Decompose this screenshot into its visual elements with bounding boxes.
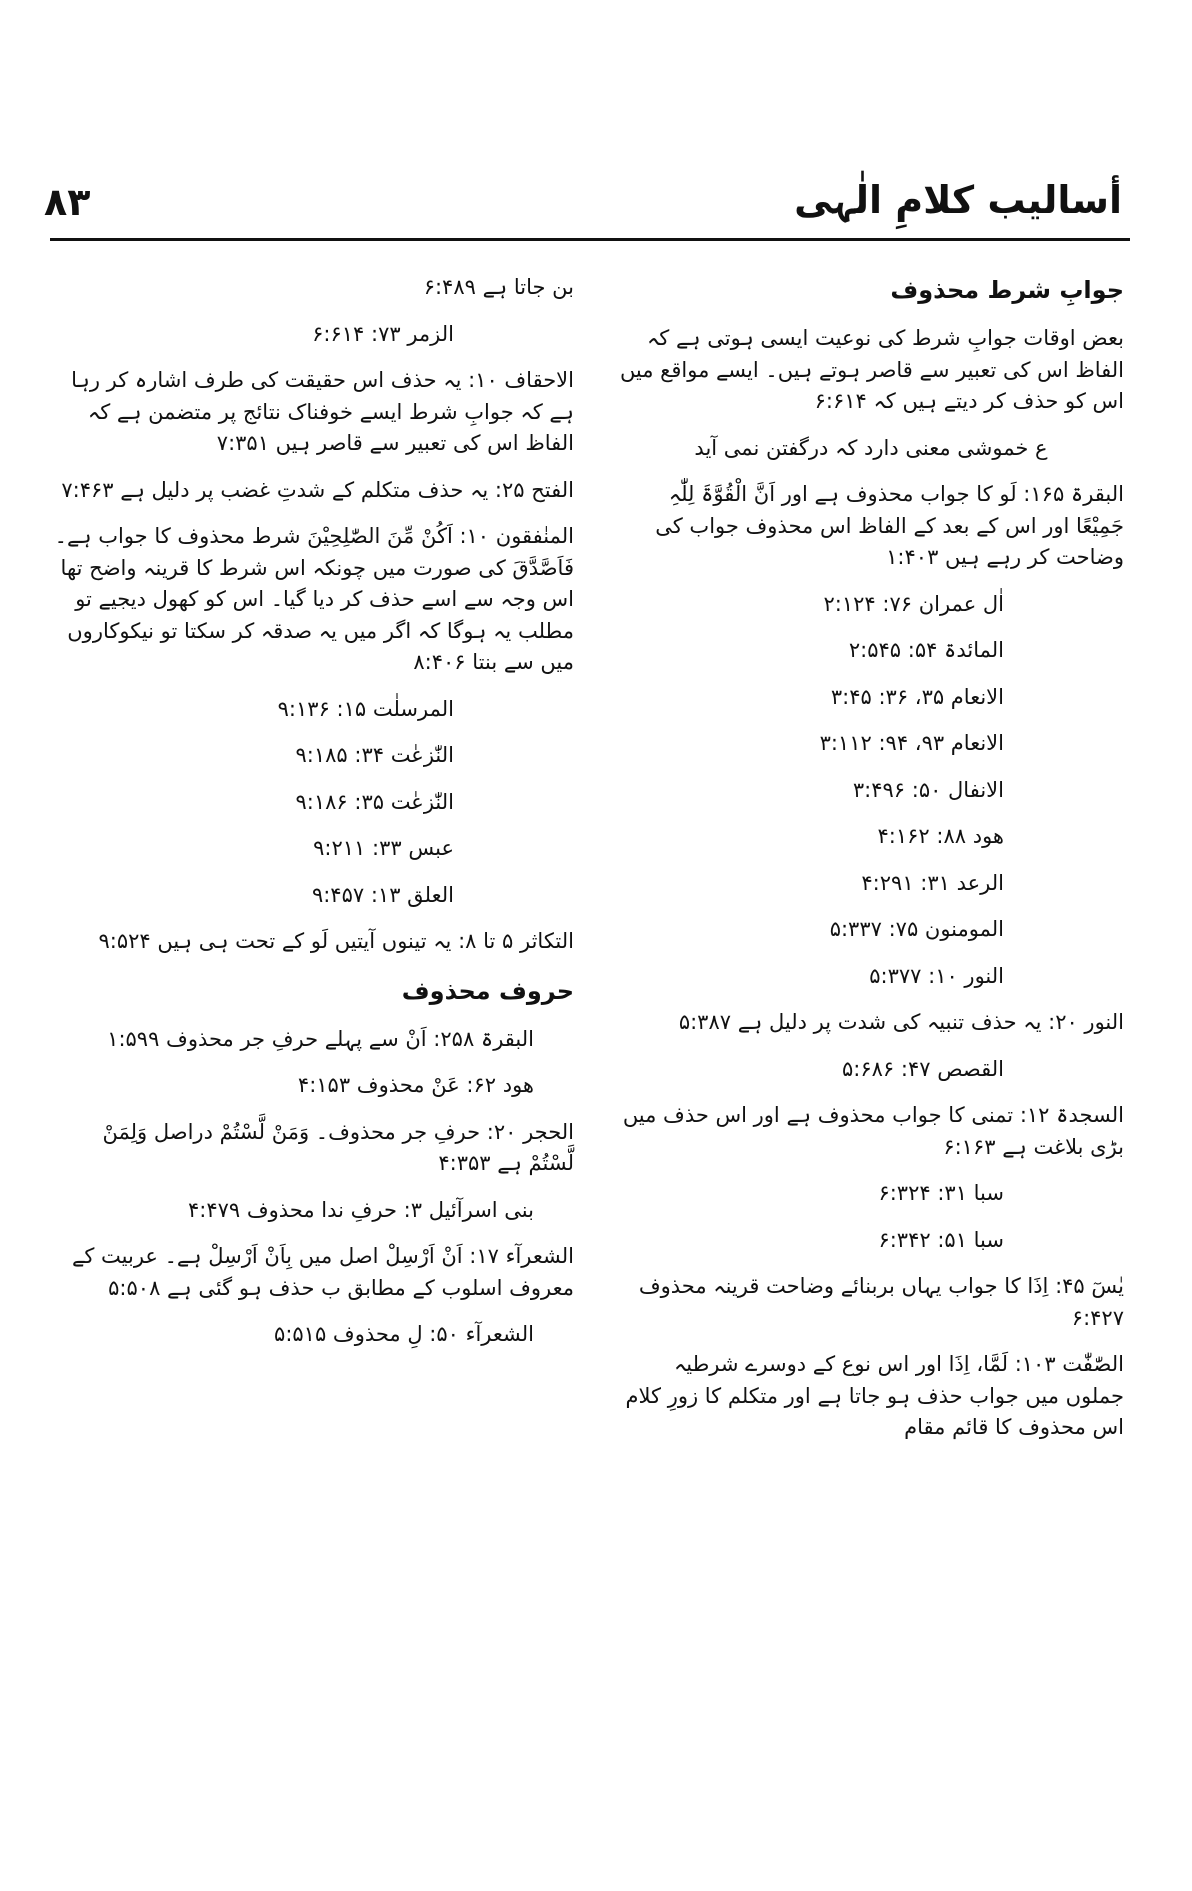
paragraph: الفتح ۲۵: یہ حذف متکلم کے شدتِ غضب پر دلیل ہے ۷:۴۶۳	[61, 477, 574, 502]
reference: الشعرآء ۵۰: لِ محذوف ۵:۵۱۵	[274, 1322, 534, 1346]
paragraph: الاحقاف ۱۰: یہ حذف اس حقیقت کی طرف اشارہ کر رہا ہے کہ جوابِ شرط ایسے خوفناک نتائج پر متضمن ہے کہ الفاظ اس کی تعبیر سے قاصر ہیں ۷:۳۵۱	[71, 368, 574, 455]
reference: بنی اسرآئیل ۳: حرفِ ندا محذوف ۴:۴۷۹	[187, 1197, 534, 1222]
left-column	[54, 272, 574, 1366]
running-header-title: أسالیب کلامِ الٰہی	[794, 178, 1122, 222]
reference: ھود ۸۸: ۴:۱۶۲	[877, 824, 1004, 848]
page-number: ۸۳	[44, 180, 91, 224]
reference: العلق ۱۳: ۹:۴۵۷	[311, 882, 454, 907]
reference: الرعد ۳۱: ۴:۲۹۱	[861, 870, 1004, 895]
reference: الانفال ۵۰: ۳:۴۹۶	[852, 777, 1004, 802]
paragraph: السجدۃ ۱۲: تمنی کا جواب محذوف ہے اور اس حذف میں بڑی بلاغت ہے ۶:۱۶۳	[622, 1103, 1124, 1159]
reference: المرسلٰت ۱۵: ۹:۱۳۶	[277, 696, 454, 721]
reference: عبس ۳۳: ۹:۲۱۱	[313, 836, 454, 860]
reference: الزمر ۷۳: ۶:۶۱۴	[312, 321, 454, 346]
reference: المائدۃ ۵۴: ۲:۵۴۵	[848, 638, 1004, 662]
section-heading: حروف محذوف	[401, 976, 574, 1005]
paragraph: بن جاتا ہے ۶:۴۸۹	[423, 275, 574, 299]
reference: المومنون ۷۵: ۵:۳۳۷	[829, 917, 1004, 941]
section-heading: جوابِ شرط محذوف	[890, 276, 1124, 304]
paragraph: التکاثر ۵ تا ۸: یہ تینوں آیتیں لَو کے تحت ہی ہیں ۹:۵۲۴	[98, 929, 574, 953]
reference: القصص ۴۷: ۵:۶۸۶	[841, 1056, 1004, 1081]
paragraph: المنٰفقون ۱۰: اَکُنْ مِّنَ الصّٰلِحِیْنَ شرط محذوف کا جواب ہے۔ فَاَصَّدَّقَ کی صورت میں چونکہ اس شرط کا قرینہ واضح تھا اس وجہ سے اسے حذف کر دیا گیا۔ اس کو کھول دیجیے تو مطلب یہ ہوگا کہ اگر میں یہ صدقہ کر سکتا تو نیکوکاروں میں سے بنتا ۸:۴۰۶	[54, 524, 574, 674]
reference: البقرۃ ۲۵۸: اَنْ سے پہلے حرفِ جر محذوف ۱:۵۹۹	[107, 1026, 534, 1051]
paragraph: الصّٰفّٰت ۱۰۳: لَمَّا، اِذَا اور اس نوع کے دوسرے شرطیہ جملوں میں جواب حذف ہو جاتا ہے اور متکلم کا زورِ کلام اس محذوف کا قائم مقام	[625, 1352, 1124, 1439]
reference: اٰل عمران ۷۶: ۲:۱۲۴	[823, 591, 1004, 616]
paragraph: الشعرآء ۱۷: اَنْ اَرْسِلْ اصل میں بِاَنْ اَرْسِلْ ہے۔ عربیت کے معروف اسلوب کے مطابق ب حذف ہو گئی ہے ۵:۵۰۸	[72, 1244, 574, 1300]
reference: النّٰزعٰت ۳۵: ۹:۱۸۶	[295, 789, 454, 814]
reference: سبا ۳۱: ۶:۳۲۴	[878, 1181, 1004, 1205]
reference: النور ۱۰: ۵:۳۷۷	[869, 963, 1004, 988]
paragraph: یٰسٓ ۴۵: اِذَا کا جواب یہاں بربنائے وضاحت قرینہ محذوف ۶:۴۲۷	[638, 1274, 1124, 1330]
right-column	[618, 272, 1124, 1459]
paragraph: النور ۲۰: یہ حذف تنبیہ کی شدت پر دلیل ہے ۵:۳۸۷	[678, 1010, 1124, 1034]
paragraph: البقرۃ ۱۶۵: لَو کا جواب محذوف ہے اور اَنَّ الْقُوَّۃَ لِلّٰہِ جَمِیْعًا اور اس کے بعد کے الفاظ اس محذوف جواب کی وضاحت کر رہے ہیں ۱:۴۰۳	[655, 482, 1124, 569]
reference: ھود ۶۲: عَنْ محذوف ۴:۱۵۳	[297, 1073, 534, 1097]
poem-line: ع خموشی معنی دارد کہ درگفتن نمی آید	[694, 435, 1048, 460]
paragraph: بعض اوقات جوابِ شرط کی نوعیت ایسی ہوتی ہے کہ الفاظ اس کی تعبیر سے قاصر ہوتے ہیں۔ ایسے مواقع میں اس کو حذف کر دیتے ہیں کہ ۶:۶۱۴	[619, 326, 1124, 413]
paragraph: الحجر ۲۰: حرفِ جر محذوف۔ وَمَنْ لَّسْتُمْ دراصل وَلِمَنْ لَّسْتُمْ ہے ۴:۳۵۳	[102, 1119, 574, 1175]
reference: الانعام ۹۳، ۹۴: ۳:۱۱۲	[819, 731, 1004, 755]
reference: النّٰزعٰت ۳۴: ۹:۱۸۵	[295, 743, 454, 767]
reference: سبا ۵۱: ۶:۳۴۲	[878, 1227, 1004, 1252]
reference: الانعام ۳۵، ۳۶: ۳:۴۵	[830, 684, 1004, 709]
header-rule	[50, 238, 1130, 241]
